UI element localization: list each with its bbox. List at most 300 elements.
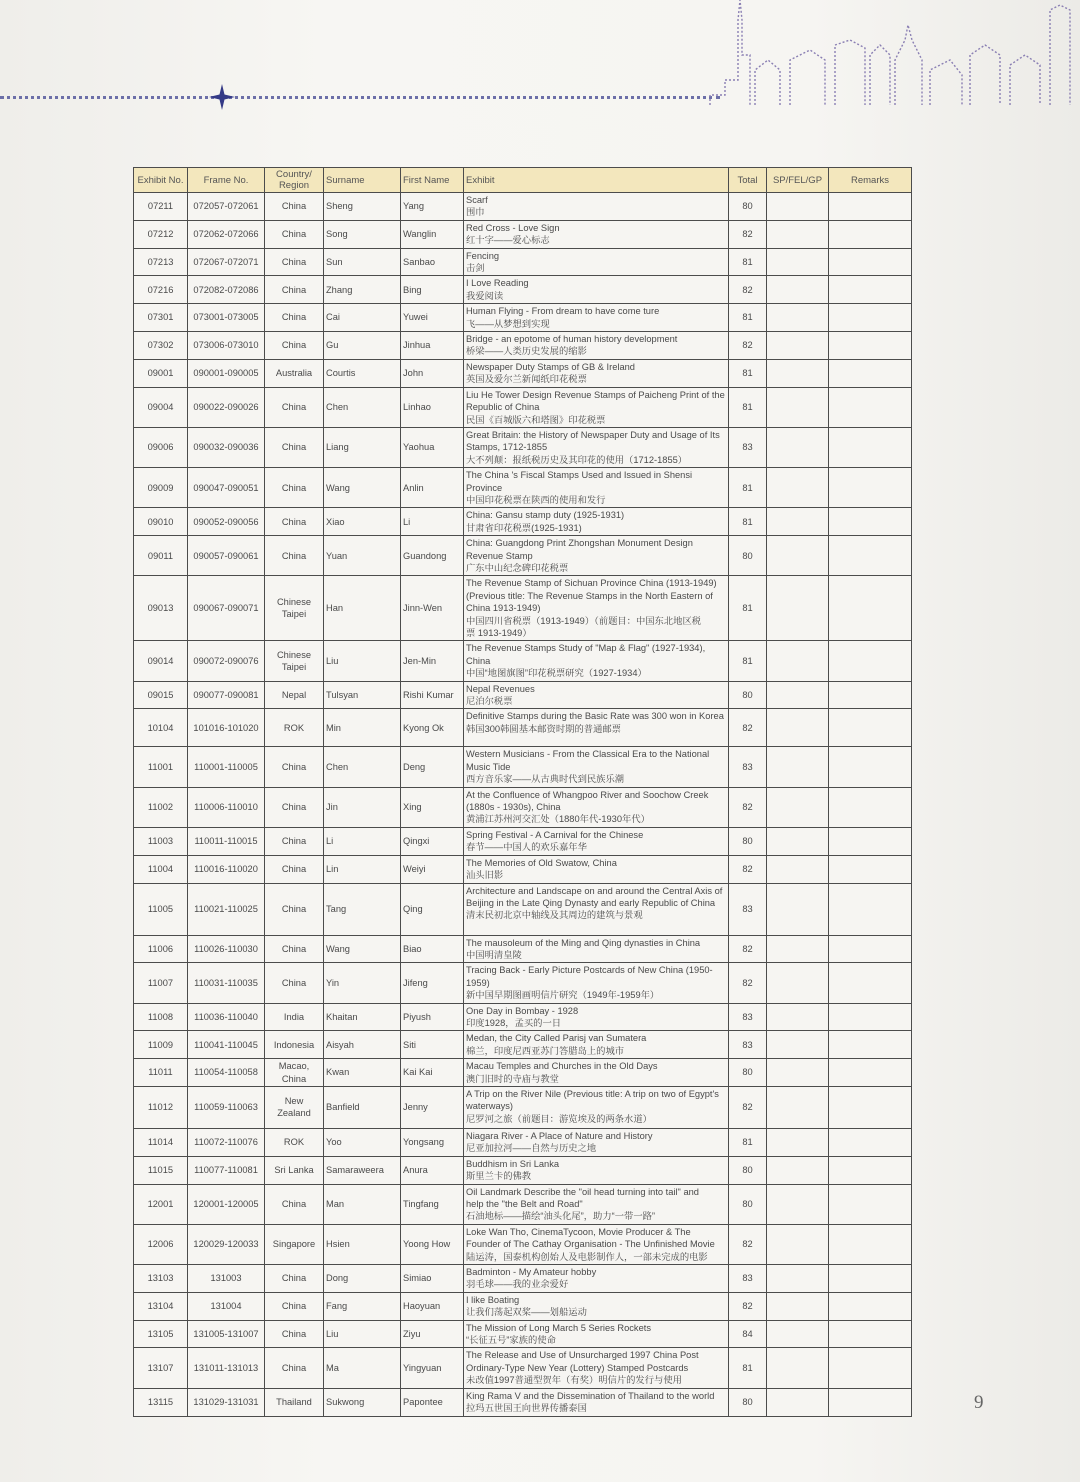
surname-cell: Wang xyxy=(324,468,401,508)
total-score-cell: 81 xyxy=(729,248,767,276)
exhibit-no-cell: 09010 xyxy=(134,508,188,536)
frame-no-cell: 072057-072061 xyxy=(188,193,265,221)
frame-no-cell: 072067-072071 xyxy=(188,248,265,276)
exhibit-no-cell: 11015 xyxy=(134,1156,188,1184)
frame-no-cell: 073001-073005 xyxy=(188,304,265,332)
remarks-cell xyxy=(829,1059,912,1087)
exhibit-title-line: Liu He Tower Design Revenue Stamps of Paicheng Print of the xyxy=(466,389,725,400)
frame-no-cell: 131003 xyxy=(188,1265,265,1293)
country-region-cell: China xyxy=(265,787,324,827)
exhibit-title-line: 1959) xyxy=(466,977,490,988)
exhibit-no-cell: 13115 xyxy=(134,1388,188,1416)
table-row xyxy=(134,787,912,827)
exhibit-title-line: At the Confluence of Whangpoo River and Soochow Creek xyxy=(466,789,709,800)
sp-fel-gp-cell xyxy=(767,1348,829,1388)
frame-no-cell: 110026-110030 xyxy=(188,935,265,963)
exhibit-no-cell: 07213 xyxy=(134,248,188,276)
exhibit-title-line: 西方音乐家——从古典时代到民族乐潮 xyxy=(466,774,625,785)
star-ornament-icon xyxy=(209,84,235,110)
country-region-cell: ROK xyxy=(265,1128,324,1156)
total-score-cell: 81 xyxy=(729,304,767,332)
exhibit-title-cell xyxy=(464,1292,729,1320)
table-row xyxy=(134,1086,912,1128)
surname-cell: Tulsyan xyxy=(324,681,401,709)
total-score-cell: 83 xyxy=(729,1265,767,1293)
surname-cell: Liu xyxy=(324,641,401,681)
exhibit-title-line: 广东中山纪念碑印花税票 xyxy=(466,562,569,573)
exhibit-no-cell: 13105 xyxy=(134,1320,188,1348)
remarks-cell xyxy=(829,427,912,467)
surname-cell: Han xyxy=(324,576,401,641)
exhibit-title-line: The Revenue Stamp of Sichuan Province China (1913-1949) xyxy=(466,578,717,589)
sp-fel-gp-cell xyxy=(767,1086,829,1128)
table-row xyxy=(134,855,912,883)
exhibit-no-cell: 09011 xyxy=(134,536,188,576)
remarks-cell xyxy=(829,681,912,709)
country-region-cell: China xyxy=(265,1292,324,1320)
exhibit-title-line: China: Guangdong Print Zhongshan Monument Design xyxy=(466,538,693,549)
exhibit-title-cell xyxy=(464,220,729,248)
table-row xyxy=(134,1348,912,1388)
table-row xyxy=(134,387,912,427)
surname-cell: Yoo xyxy=(324,1128,401,1156)
surname-cell: Liu xyxy=(324,1320,401,1348)
frame-no-cell: 131005-131007 xyxy=(188,1320,265,1348)
first-name-cell: Anlin xyxy=(401,468,464,508)
frame-no-cell: 073006-073010 xyxy=(188,332,265,360)
first-name-cell: Yingyuan xyxy=(401,1348,464,1388)
sp-fel-gp-cell xyxy=(767,468,829,508)
exhibit-title-line: 未改值1997普通型贺年（有奖）明信片的发行与使用 xyxy=(466,1375,682,1386)
exhibit-title-line: 韩国300韩圆基本邮资时期的普通邮票 xyxy=(466,723,621,734)
surname-cell: Sukwong xyxy=(324,1388,401,1416)
exhibit-no-cell: 10104 xyxy=(134,709,188,747)
remarks-cell xyxy=(829,1348,912,1388)
table-row xyxy=(134,641,912,681)
remarks-cell xyxy=(829,963,912,1003)
total-score-cell: 81 xyxy=(729,1348,767,1388)
frame-no-cell: 110054-110058 xyxy=(188,1059,265,1087)
exhibit-no-cell: 07302 xyxy=(134,332,188,360)
remarks-cell xyxy=(829,1292,912,1320)
sp-fel-gp-cell xyxy=(767,681,829,709)
frame-no-cell: 110016-110020 xyxy=(188,855,265,883)
sp-fel-gp-cell xyxy=(767,387,829,427)
sp-fel-gp-cell xyxy=(767,1388,829,1416)
country-region-cell: China xyxy=(265,827,324,855)
exhibit-title-line: Western Musicians - From the Classical Era to the National xyxy=(466,749,710,760)
frame-no-cell: 110041-110045 xyxy=(188,1031,265,1059)
frame-no-cell: 110031-110035 xyxy=(188,963,265,1003)
exhibit-title-cell xyxy=(464,1003,729,1031)
exhibit-title-cell xyxy=(464,883,729,935)
sp-fel-gp-cell xyxy=(767,709,829,747)
table-row xyxy=(134,827,912,855)
exhibit-title-line: 大不列颠：报纸税历史及其印花的使用（1712-1855） xyxy=(466,454,688,465)
first-name-cell: Kai Kai xyxy=(401,1059,464,1087)
first-name-cell: Simiao xyxy=(401,1265,464,1293)
first-name-cell: Jifeng xyxy=(401,963,464,1003)
exhibit-title-cell xyxy=(464,508,729,536)
exhibit-title-line: Great Britain: the History of Newspaper Duty and Usage of Its xyxy=(466,429,720,440)
remarks-cell xyxy=(829,387,912,427)
sp-fel-gp-cell xyxy=(767,1184,829,1224)
exhibit-title-cell xyxy=(464,536,729,576)
sp-fel-gp-cell xyxy=(767,883,829,935)
exhibit-title-line: 清末民初北京中轴线及其周边的建筑与景观 xyxy=(466,910,643,921)
remarks-cell xyxy=(829,935,912,963)
exhibit-title-line: 桥梁——人类历史发展的缩影 xyxy=(466,346,587,357)
surname-cell: Courtis xyxy=(324,359,401,387)
exhibit-no-cell: 11001 xyxy=(134,747,188,787)
exhibit-title-line: One Day in Bombay - 1928 xyxy=(466,1005,579,1016)
table-row xyxy=(134,935,912,963)
exhibit-title-line: Fencing xyxy=(466,250,500,261)
exhibit-title-line: 澳门旧时的寺庙与教堂 xyxy=(466,1073,559,1084)
exhibit-title-cell xyxy=(464,681,729,709)
remarks-cell xyxy=(829,1224,912,1264)
table-row xyxy=(134,536,912,576)
exhibit-title-cell xyxy=(464,1128,729,1156)
sp-fel-gp-cell xyxy=(767,220,829,248)
frame-no-cell: 131004 xyxy=(188,1292,265,1320)
first-name-cell: Bing xyxy=(401,276,464,304)
surname-cell: Kwan xyxy=(324,1059,401,1087)
surname-cell: Xiao xyxy=(324,508,401,536)
column-header-frame-no: Frame No. xyxy=(188,168,265,193)
exhibit-title-line: 中国“地图旗图”印花税票研究（1927-1934） xyxy=(466,668,647,679)
first-name-cell: Xing xyxy=(401,787,464,827)
surname-cell: Yuan xyxy=(324,536,401,576)
decorative-dotted-line xyxy=(0,96,720,105)
total-score-cell: 82 xyxy=(729,220,767,248)
first-name-cell: Anura xyxy=(401,1156,464,1184)
surname-cell: Aisyah xyxy=(324,1031,401,1059)
remarks-cell xyxy=(829,1156,912,1184)
remarks-cell xyxy=(829,1031,912,1059)
exhibit-title-line: 英国及爱尔兰新闻纸印花税票 xyxy=(466,374,587,385)
exhibit-title-line: Spring Festival - A Carnival for the Chinese xyxy=(466,829,644,840)
first-name-cell: Siti xyxy=(401,1031,464,1059)
exhibit-title-line: The mausoleum of the Ming and Qing dynasties in China xyxy=(466,937,701,948)
total-score-cell: 83 xyxy=(729,1031,767,1059)
first-name-cell: Papontee xyxy=(401,1388,464,1416)
country-region-cell: Nepal xyxy=(265,681,324,709)
table-row xyxy=(134,248,912,276)
exhibit-title-line: Buddhism in Sri Lanka xyxy=(466,1158,560,1169)
exhibit-title-cell xyxy=(464,576,729,641)
total-score-cell: 81 xyxy=(729,641,767,681)
exhibit-no-cell: 13104 xyxy=(134,1292,188,1320)
surname-cell: Jin xyxy=(324,787,401,827)
surname-cell: Hsien xyxy=(324,1224,401,1264)
frame-no-cell: 110021-110025 xyxy=(188,883,265,935)
table-row xyxy=(134,332,912,360)
remarks-cell xyxy=(829,193,912,221)
exhibit-title-line: Revenue Stamp xyxy=(466,550,533,561)
exhibit-no-cell: 11009 xyxy=(134,1031,188,1059)
exhibit-title-line: Red Cross - Love Sign xyxy=(466,222,560,233)
remarks-cell xyxy=(829,827,912,855)
frame-no-cell: 090022-090026 xyxy=(188,387,265,427)
remarks-cell xyxy=(829,1184,912,1224)
exhibit-title-line: Human Flying - From dream to have come ture xyxy=(466,306,660,317)
remarks-cell xyxy=(829,220,912,248)
total-score-cell: 82 xyxy=(729,855,767,883)
total-score-cell: 81 xyxy=(729,508,767,536)
exhibit-title-line: Medan, the City Called Parisj van Sumatera xyxy=(466,1033,647,1044)
sp-fel-gp-cell xyxy=(767,747,829,787)
exhibit-title-cell xyxy=(464,855,729,883)
first-name-cell: Jen-Min xyxy=(401,641,464,681)
exhibit-title-line: 羽毛球——我的业余爱好 xyxy=(466,1279,569,1290)
page-number: 9 xyxy=(974,1392,984,1413)
country-region-cell: China xyxy=(265,935,324,963)
exhibit-title-cell xyxy=(464,427,729,467)
remarks-cell xyxy=(829,508,912,536)
exhibit-title-line: The Release and Use of Unsurcharged 1997 China Post xyxy=(466,1350,699,1361)
country-region-cell: China xyxy=(265,427,324,467)
table-row xyxy=(134,709,912,747)
total-score-cell: 82 xyxy=(729,787,767,827)
exhibit-title-line: 印度1928，孟买的一日 xyxy=(466,1017,562,1028)
remarks-cell xyxy=(829,536,912,576)
first-name-cell: Kyong Ok xyxy=(401,709,464,747)
country-region-cell: China xyxy=(265,1348,324,1388)
table-row xyxy=(134,508,912,536)
frame-no-cell: 090052-090056 xyxy=(188,508,265,536)
exhibit-no-cell: 11011 xyxy=(134,1059,188,1087)
exhibit-no-cell: 11012 xyxy=(134,1086,188,1128)
frame-no-cell: 090067-090071 xyxy=(188,576,265,641)
column-header-total: Total xyxy=(729,168,767,193)
frame-no-cell: 072082-072086 xyxy=(188,276,265,304)
total-score-cell: 80 xyxy=(729,1184,767,1224)
exhibit-title-line: The China 's Fiscal Stamps Used and Issued in Shensi xyxy=(466,470,693,481)
surname-cell: Zhang xyxy=(324,276,401,304)
exhibit-no-cell: 11005 xyxy=(134,883,188,935)
first-name-cell: Yang xyxy=(401,193,464,221)
exhibit-title-line: Definitive Stamps during the Basic Rate was 300 won in Korea xyxy=(466,711,724,722)
country-region-cell: Thailand xyxy=(265,1388,324,1416)
total-score-cell: 80 xyxy=(729,193,767,221)
total-score-cell: 82 xyxy=(729,963,767,1003)
surname-cell: Min xyxy=(324,709,401,747)
first-name-cell: Piyush xyxy=(401,1003,464,1031)
exhibit-no-cell: 09001 xyxy=(134,359,188,387)
frame-no-cell: 090001-090005 xyxy=(188,359,265,387)
column-header-first-name: First Name xyxy=(401,168,464,193)
country-region-cell: China xyxy=(265,332,324,360)
remarks-cell xyxy=(829,747,912,787)
first-name-cell: Haoyuan xyxy=(401,1292,464,1320)
surname-cell: Li xyxy=(324,827,401,855)
frame-no-cell: 090032-090036 xyxy=(188,427,265,467)
frame-no-cell: 090057-090061 xyxy=(188,536,265,576)
exhibit-no-cell: 07211 xyxy=(134,193,188,221)
table-row xyxy=(134,468,912,508)
frame-no-cell: 110011-110015 xyxy=(188,827,265,855)
exhibit-title-line: 围巾 xyxy=(466,207,485,218)
exhibit-title-cell xyxy=(464,276,729,304)
exhibit-no-cell: 11006 xyxy=(134,935,188,963)
surname-cell: Dong xyxy=(324,1265,401,1293)
total-score-cell: 83 xyxy=(729,1003,767,1031)
exhibit-title-line: Scarf xyxy=(466,195,488,205)
exhibit-title-line: I Love Reading xyxy=(466,278,529,289)
exhibit-no-cell: 09014 xyxy=(134,641,188,681)
exhibit-no-cell: 11002 xyxy=(134,787,188,827)
table-row xyxy=(134,681,912,709)
exhibit-title-line: 让我们荡起双桨——划船运动 xyxy=(466,1307,587,1318)
exhibit-title-line: Newspaper Duty Stamps of GB & Ireland xyxy=(466,361,635,372)
remarks-cell xyxy=(829,883,912,935)
table-row xyxy=(134,276,912,304)
exhibit-title-line: A Trip on the River Nile (Previous title: A trip on two of Egypt's xyxy=(466,1088,719,1099)
exhibit-title-line: 我爱阅读 xyxy=(466,290,504,301)
exhibit-title-line: Niagara River - A Place of Nature and History xyxy=(466,1130,653,1141)
exhibit-title-cell xyxy=(464,304,729,332)
total-score-cell: 82 xyxy=(729,935,767,963)
sp-fel-gp-cell xyxy=(767,855,829,883)
total-score-cell: 80 xyxy=(729,536,767,576)
country-region-cell: China xyxy=(265,468,324,508)
country-region-cell: Chinese Taipei xyxy=(265,641,324,681)
total-score-cell: 82 xyxy=(729,332,767,360)
first-name-cell: Qingxi xyxy=(401,827,464,855)
sp-fel-gp-cell xyxy=(767,1128,829,1156)
exhibit-title-line: Music Tide xyxy=(466,761,511,772)
sp-fel-gp-cell xyxy=(767,576,829,641)
exhibit-title-line: Badminton - My Amateur hobby xyxy=(466,1267,597,1278)
exhibit-title-cell xyxy=(464,1265,729,1293)
exhibit-title-line: Ordinary-Type New Year (Lottery) Stamped Postcards xyxy=(466,1362,689,1373)
frame-no-cell: 101016-101020 xyxy=(188,709,265,747)
exhibit-title-cell xyxy=(464,1320,729,1348)
exhibit-title-line: Nepal Revenues xyxy=(466,683,535,694)
country-region-cell: Singapore xyxy=(265,1224,324,1264)
first-name-cell: Yongsang xyxy=(401,1128,464,1156)
exhibit-title-line: 尼罗河之旅（前题目：游览埃及的两条水道） xyxy=(466,1113,652,1124)
first-name-cell: Qing xyxy=(401,883,464,935)
column-header-surname: Surname xyxy=(324,168,401,193)
total-score-cell: 82 xyxy=(729,1292,767,1320)
sp-fel-gp-cell xyxy=(767,1265,829,1293)
total-score-cell: 82 xyxy=(729,276,767,304)
table-row xyxy=(134,963,912,1003)
sp-fel-gp-cell xyxy=(767,508,829,536)
sp-fel-gp-cell xyxy=(767,787,829,827)
exhibit-title-line: Founder of The Cathay Organisation - The Unfinished Movie xyxy=(466,1239,715,1250)
country-region-cell: China xyxy=(265,508,324,536)
total-score-cell: 80 xyxy=(729,681,767,709)
total-score-cell: 82 xyxy=(729,1086,767,1128)
frame-no-cell: 131011-131013 xyxy=(188,1348,265,1388)
exhibit-title-line: 春节——中国人的欢乐嘉年华 xyxy=(466,842,587,853)
surname-cell: Tang xyxy=(324,883,401,935)
exhibit-title-line: Architecture and Landscape on and around the Central Axis of xyxy=(466,885,723,896)
exhibit-title-cell xyxy=(464,193,729,221)
remarks-cell xyxy=(829,248,912,276)
sp-fel-gp-cell xyxy=(767,827,829,855)
exhibit-title-cell xyxy=(464,935,729,963)
exhibit-title-cell xyxy=(464,641,729,681)
first-name-cell: Jinn-Wen xyxy=(401,576,464,641)
first-name-cell: Jinhua xyxy=(401,332,464,360)
exhibit-title-line: 红十字——爱心标志 xyxy=(466,235,550,246)
first-name-cell: Sanbao xyxy=(401,248,464,276)
exhibit-results-table xyxy=(133,167,912,1417)
first-name-cell: Yaohua xyxy=(401,427,464,467)
sp-fel-gp-cell xyxy=(767,332,829,360)
table-row xyxy=(134,304,912,332)
surname-cell: Ma xyxy=(324,1348,401,1388)
country-region-cell: China xyxy=(265,1184,324,1224)
total-score-cell: 82 xyxy=(729,709,767,747)
frame-no-cell: 110077-110081 xyxy=(188,1156,265,1184)
country-region-cell: China xyxy=(265,883,324,935)
exhibit-no-cell: 07212 xyxy=(134,220,188,248)
exhibit-title-line: I like Boating xyxy=(466,1294,520,1305)
total-score-cell: 81 xyxy=(729,1128,767,1156)
exhibit-title-line: waterways) xyxy=(466,1101,514,1112)
remarks-cell xyxy=(829,276,912,304)
table-row xyxy=(134,1184,912,1224)
exhibit-title-line: 棉兰，印度尼西亚苏门答腊岛上的城市 xyxy=(466,1045,625,1056)
exhibit-title-line: 斯里兰卡的佛教 xyxy=(466,1171,532,1182)
exhibit-no-cell: 13107 xyxy=(134,1348,188,1388)
country-region-cell: China xyxy=(265,276,324,304)
remarks-cell xyxy=(829,787,912,827)
first-name-cell: Deng xyxy=(401,747,464,787)
frame-no-cell: 110072-110076 xyxy=(188,1128,265,1156)
exhibit-title-line: 击剑 xyxy=(466,263,485,274)
exhibit-title-cell xyxy=(464,468,729,508)
exhibit-no-cell: 11008 xyxy=(134,1003,188,1031)
country-region-cell: Sri Lanka xyxy=(265,1156,324,1184)
exhibit-title-line: 拉玛五世国王向世界传播泰国 xyxy=(466,1403,587,1414)
country-region-cell: China xyxy=(265,855,324,883)
country-region-cell: China xyxy=(265,387,324,427)
sp-fel-gp-cell xyxy=(767,304,829,332)
exhibit-title-cell xyxy=(464,1224,729,1264)
exhibit-title-cell xyxy=(464,709,729,747)
exhibit-title-line: (1880s - 1930s), China xyxy=(466,802,561,813)
table-row xyxy=(134,1156,912,1184)
country-region-cell: China xyxy=(265,193,324,221)
exhibit-no-cell: 13103 xyxy=(134,1265,188,1293)
first-name-cell: John xyxy=(401,359,464,387)
exhibit-title-line: China 1913-1949) xyxy=(466,603,541,614)
remarks-cell xyxy=(829,576,912,641)
exhibit-title-line: (Previous title: The Revenue Stamps in the North Eastern of xyxy=(466,590,713,601)
sp-fel-gp-cell xyxy=(767,1156,829,1184)
exhibit-title-line: 票 1913-1949） xyxy=(466,628,532,638)
exhibit-title-cell xyxy=(464,1031,729,1059)
total-score-cell: 81 xyxy=(729,468,767,508)
column-header-sp-fel-gp: SP/FEL/GP xyxy=(767,168,829,193)
table-row xyxy=(134,220,912,248)
exhibit-title-cell xyxy=(464,1388,729,1416)
exhibit-title-line: Province xyxy=(466,482,503,493)
frame-no-cell: 110059-110063 xyxy=(188,1086,265,1128)
first-name-cell: Jenny xyxy=(401,1086,464,1128)
country-region-cell: New Zealand xyxy=(265,1086,324,1128)
table-row xyxy=(134,1128,912,1156)
exhibit-title-line: King Rama V and the Dissemination of Thailand to the world xyxy=(466,1390,715,1401)
table-row xyxy=(134,359,912,387)
exhibit-title-line: 甘肃省印花税票(1925-1931) xyxy=(466,522,582,533)
